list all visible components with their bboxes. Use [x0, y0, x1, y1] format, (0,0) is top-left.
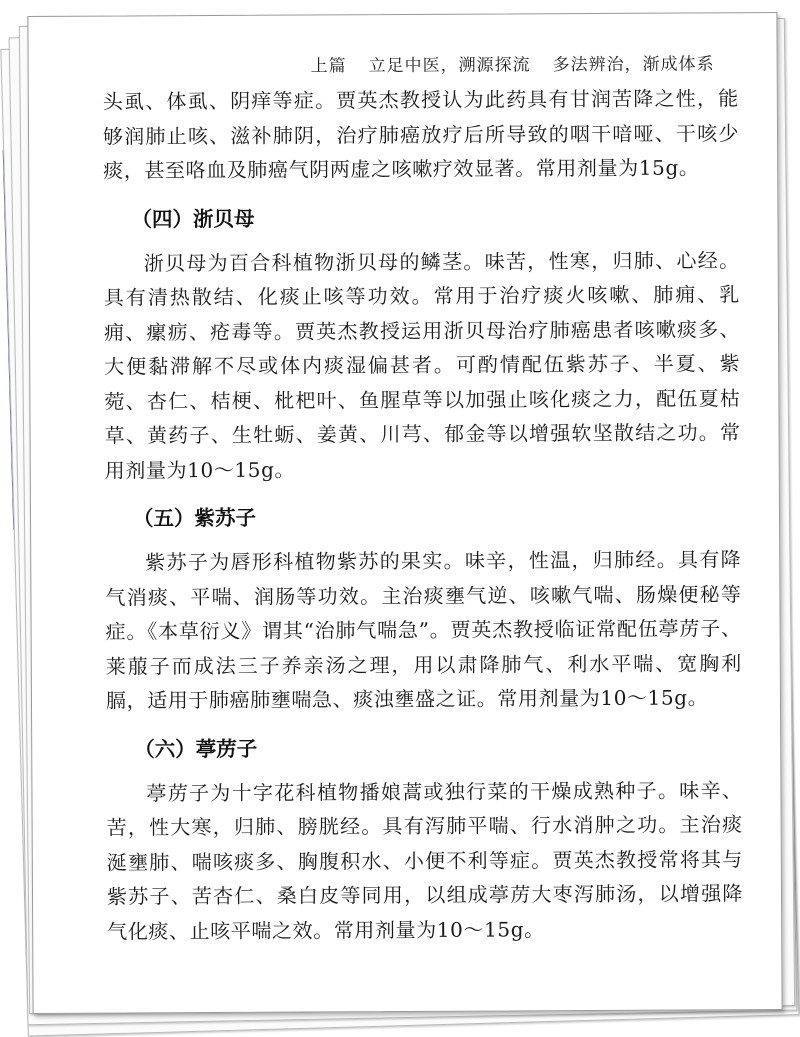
paragraph-zisuzi: 紫苏子为唇形科植物紫苏的果实。味辛，性温，归肺经。具有降气消痰、平喘、润肠等功效。主治痰壅气逆、咳嗽气喘、肠燥便秘等症。《本草衍义》谓其“治肺气喘急”。贾英杰教授临证常配伍葶苈子、莱菔子而成法三子养亲汤之理，用以肃降肺气、利水平喘、宽胸利膈，适用于肺癌肺壅喘急、痰浊壅盛之证。常用剂量为10～15g。 [105, 547, 742, 713]
section-heading-zisuzi: （五）紫苏子 [132, 505, 257, 531]
paragraph-tinglizi: 葶苈子为十字花科植物播娘蒿或独行菜的干燥成熟种子。味辛、苦，性大寒，归肺、膀胱经。具有泻肺平喘、行水消肿之功。主治痰涎壅肺、喘咳痰多、胸腹积水、小便不利等症。贾英杰教授常将其与紫苏子、苦杏仁、桑白皮等同用，以组成葶苈大枣泻肺汤，以增强降气化痰、止咳平喘之效。常用剂量为10～15g。 [106, 777, 744, 944]
paragraph-zhebeimu: 浙贝母为百合科植物浙贝母的鳞茎。味苦，性寒，归肺、心经。具有清热散结、化痰止咳等功效。常用于治疗痰火咳嗽、肺痈、乳痈、瘰疬、疮毒等。贾英杰教授运用浙贝母治疗肺癌患者咳嗽痰多、大便黏滞解不尽或体内痰湿偏甚者。可酌情配伍紫苏子、半夏、紫菀、杏仁、桔梗、枇杷叶、鱼腥草等以加强止咳化痰之力，配伍夏枯草、黄药子、生牡蛎、姜黄、川芎、郁金等以增强软坚散结之功。常用剂量为10～15g。 [103, 247, 741, 483]
header-part: 上篇 [310, 56, 347, 77]
running-header [311, 49, 715, 76]
header-title-a: 立足中医，溯源探流 [368, 55, 531, 77]
paragraph-continued: 头虱、体虱、阴痒等症。贾英杰教授认为此药具有甘润苦降之性，能够润肺止咳、滋补肺阴，治疗肺癌放疗后所导致的咽干喑哑、干咳少痰，甚至咯血及肺癌气阴两虚之咳嗽疗效显著。常用剂量为15g。 [102, 86, 740, 183]
section-heading-tinglizi: （六）葶苈子 [134, 736, 258, 761]
section-heading-zhebeimu: （四）浙贝母 [131, 206, 255, 231]
page-content [103, 81, 744, 948]
header-title-b: 多法辨治，渐成体系 [552, 54, 715, 76]
book-page [27, 12, 782, 1014]
